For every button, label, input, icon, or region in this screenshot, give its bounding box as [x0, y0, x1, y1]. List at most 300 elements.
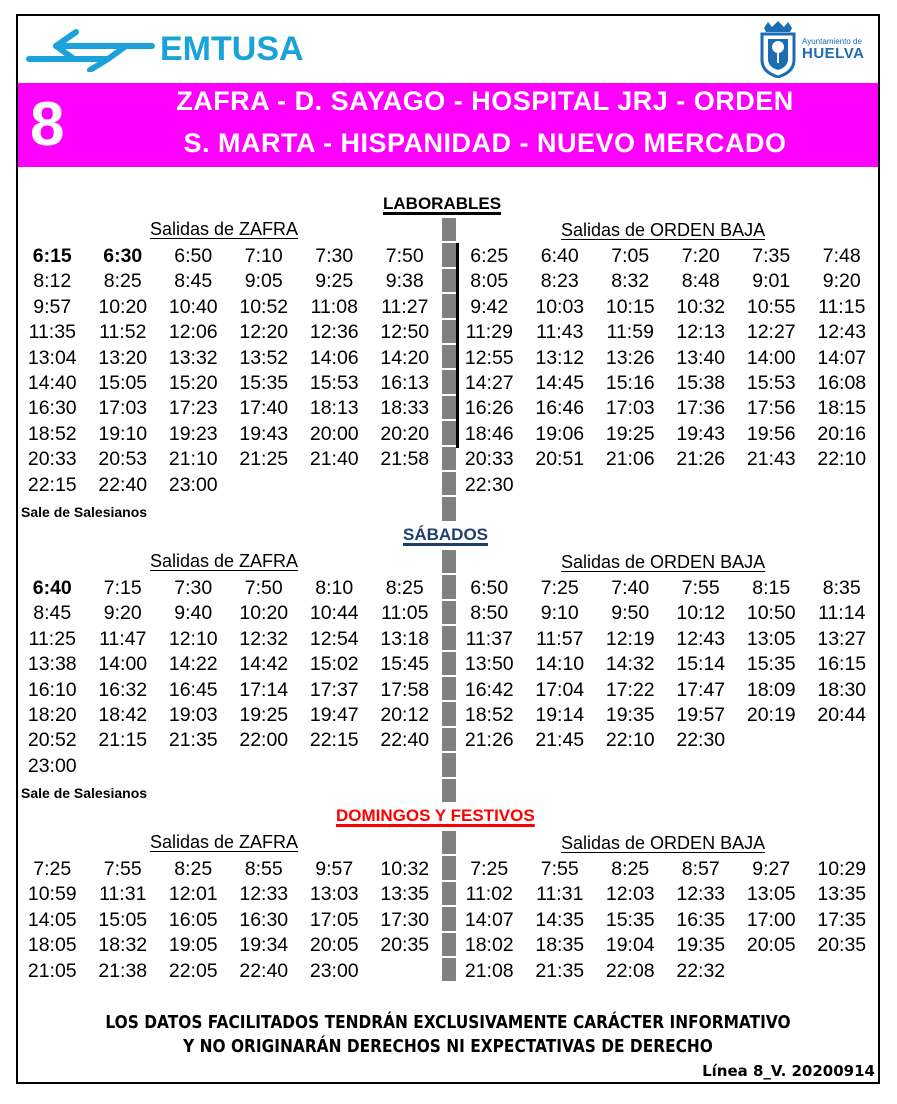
departure-time: 6:40 — [540, 245, 579, 267]
section-title-sabados: SÁBADOS — [403, 525, 489, 544]
departure-time: 18:32 — [98, 934, 148, 957]
departure-time: 16:30 — [27, 397, 77, 420]
divider-block — [442, 856, 456, 879]
departure-time: 22:10 — [605, 729, 655, 752]
divider-block — [442, 472, 456, 495]
emtusa-arrows-icon — [26, 26, 156, 72]
departure-time: 10:15 — [605, 295, 655, 318]
departure-time: 15:20 — [168, 371, 218, 394]
departure-time: 18:46 — [464, 422, 514, 445]
divider-block — [442, 753, 456, 776]
departure-time: 17:05 — [309, 908, 359, 931]
departure-time: 15:14 — [676, 653, 726, 676]
departure-time: 16:45 — [168, 678, 218, 701]
departure-time: 17:23 — [168, 397, 218, 420]
departure-time: 18:02 — [464, 934, 514, 957]
departure-time: 19:10 — [98, 422, 148, 445]
departure-time: 9:57 — [315, 858, 354, 880]
departure-time: 8:25 — [103, 270, 142, 293]
departure-time: 7:55 — [103, 858, 142, 880]
departure-time: 17:37 — [309, 678, 359, 701]
departure-time: 11:59 — [606, 321, 654, 344]
departure-time: 16:10 — [27, 678, 77, 701]
divider-block — [442, 728, 456, 751]
departure-time: 17:30 — [380, 908, 430, 931]
departure-time: 17:56 — [746, 397, 796, 420]
timetable-laborables-zafra — [17, 244, 440, 498]
departure-time: 12:33 — [676, 883, 726, 906]
departure-time: 13:52 — [239, 346, 289, 369]
departure-time: 20:53 — [98, 448, 148, 471]
departure-time: 8:57 — [681, 858, 720, 880]
divider-block — [442, 626, 456, 649]
departure-time: 18:09 — [746, 678, 796, 701]
departure-time: 13:32 — [168, 346, 218, 369]
departure-time: 13:50 — [464, 653, 514, 676]
departure-time: 20:51 — [535, 448, 585, 471]
city-caption: Ayuntamiento de — [802, 36, 862, 46]
departure-time: 14:00 — [98, 653, 148, 676]
disclaimer-line2: Y NO ORIGINARÁN DERECHOS NI EXPECTATIVAS DE DERECHO — [183, 1037, 713, 1057]
departure-time: 10:20 — [239, 602, 289, 625]
divider-block — [442, 779, 456, 802]
departure-time: 7:40 — [611, 577, 650, 599]
emtusa-logo — [26, 26, 304, 72]
departure-time: 8:55 — [244, 858, 283, 880]
departure-time: 13:38 — [27, 653, 77, 676]
departure-time: 18:20 — [27, 703, 77, 726]
departure-time: 17:14 — [239, 678, 289, 701]
departure-time: 19:06 — [535, 422, 585, 445]
timetable-domingos-orden-baja — [454, 857, 877, 984]
departure-time: 14:00 — [746, 346, 796, 369]
departure-time: 11:05 — [381, 602, 429, 625]
label-salidas-zafra: Salidas de ZAFRA — [150, 219, 299, 239]
timetable-sabados-zafra — [17, 576, 440, 779]
departure-time: 7:25 — [33, 858, 72, 880]
divider-block — [442, 677, 456, 700]
departure-time: 12:55 — [464, 346, 514, 369]
departure-time: 12:06 — [168, 321, 218, 344]
departure-time: 22:40 — [98, 473, 148, 496]
departure-time: 15:05 — [98, 908, 148, 931]
divider-block — [442, 269, 456, 292]
departure-time: 19:35 — [605, 703, 655, 726]
departure-time: 14:07 — [464, 908, 514, 931]
divider-block — [442, 421, 456, 444]
departure-time: 9:20 — [822, 270, 861, 293]
departure-time: 14:10 — [535, 653, 585, 676]
departure-time: 16:05 — [168, 908, 218, 931]
departure-time: 22:15 — [309, 729, 359, 752]
departure-time: 7:35 — [752, 245, 791, 267]
divider-block — [442, 294, 456, 317]
departure-time: 16:42 — [464, 678, 514, 701]
departure-time: 19:43 — [676, 422, 726, 445]
departure-time: 15:45 — [380, 653, 430, 676]
departure-time: 12:01 — [168, 883, 218, 906]
departure-time: 10:03 — [535, 295, 585, 318]
departure-time: 9:20 — [103, 602, 142, 625]
departure-time: 22:32 — [676, 959, 726, 982]
divider-block — [442, 882, 456, 905]
departure-time: 19:03 — [168, 703, 218, 726]
departure-time: 21:40 — [309, 448, 359, 471]
departure-time: 11:15 — [818, 295, 866, 318]
departure-time: 19:47 — [309, 703, 359, 726]
departure-time: 12:32 — [239, 627, 289, 650]
departure-time: 8:45 — [174, 270, 213, 293]
departure-time: 10:59 — [27, 883, 77, 906]
departure-time: 8:50 — [470, 602, 509, 625]
departure-time: 15:02 — [309, 653, 359, 676]
departure-time: 19:35 — [676, 934, 726, 957]
departure-time: 18:42 — [98, 703, 148, 726]
departure-time: 7:50 — [385, 245, 424, 267]
departure-time: 11:08 — [310, 295, 358, 318]
departure-time: 8:25 — [385, 577, 424, 599]
departure-time: 8:05 — [470, 270, 509, 293]
departure-time: 7:55 — [681, 577, 720, 599]
version-label: Línea 8_V. 20200914 — [702, 1062, 875, 1080]
departure-time: 15:35 — [239, 371, 289, 394]
departure-time: 19:25 — [239, 703, 289, 726]
departure-time: 14:32 — [605, 653, 655, 676]
departure-time: 8:23 — [540, 270, 579, 293]
column-divider — [442, 218, 456, 523]
departure-time: 13:18 — [380, 627, 430, 650]
departure-time: 6:50 — [174, 245, 213, 267]
departure-time: 9:40 — [174, 602, 213, 625]
divider-line — [456, 243, 459, 448]
label-salidas-orden-baja: Salidas de ORDEN BAJA — [561, 552, 766, 572]
departure-time: 23:00 — [309, 959, 359, 982]
departure-time: 19:34 — [239, 934, 289, 957]
label-salidas-zafra: Salidas de ZAFRA — [150, 551, 299, 571]
departure-time: 15:35 — [746, 653, 796, 676]
departure-time: 18:33 — [380, 397, 430, 420]
departure-time: 20:33 — [27, 448, 77, 471]
departure-time: 18:52 — [27, 422, 77, 445]
departure-time: 20:16 — [817, 422, 867, 445]
departure-time: 13:05 — [746, 627, 796, 650]
departure-time: 6:40 — [32, 577, 72, 599]
departure-time: 12:43 — [817, 321, 867, 344]
departure-time: 9:50 — [611, 602, 650, 625]
departure-time: 17:40 — [239, 397, 289, 420]
departure-time: 20:19 — [746, 703, 796, 726]
divider-block — [442, 958, 456, 981]
departure-time: 7:30 — [315, 245, 354, 267]
departure-time: 14:06 — [309, 346, 359, 369]
departure-time: 15:16 — [605, 371, 655, 394]
departure-time: 8:12 — [33, 270, 72, 293]
departure-time: 13:04 — [27, 346, 77, 369]
departure-time: 11:43 — [536, 321, 584, 344]
departure-time: 19:43 — [239, 422, 289, 445]
departure-time: 11:52 — [99, 321, 147, 344]
divider-block — [442, 370, 456, 393]
departure-time: 16:46 — [535, 397, 585, 420]
departure-time: 22:10 — [817, 448, 867, 471]
departure-time: 6:25 — [470, 245, 509, 267]
route-stops-line1: ZAFRA - D. SAYAGO - HOSPITAL JRJ - ORDEN — [176, 86, 794, 116]
departure-time: 10:40 — [168, 295, 218, 318]
departure-time: 10:50 — [746, 602, 796, 625]
departure-time: 7:25 — [540, 577, 579, 599]
departure-time: 12:27 — [746, 321, 796, 344]
departure-time: 22:40 — [380, 729, 430, 752]
departure-time: 18:35 — [535, 934, 585, 957]
departure-time: 9:57 — [33, 295, 72, 318]
departure-time: 19:14 — [535, 703, 585, 726]
departure-time: 21:35 — [168, 729, 218, 752]
departure-time: 19:04 — [605, 934, 655, 957]
departure-time: 16:35 — [676, 908, 726, 931]
departure-time: 22:08 — [605, 959, 655, 982]
departure-time: 21:43 — [746, 448, 796, 471]
departure-time: 20:20 — [380, 422, 430, 445]
departure-time: 20:05 — [746, 934, 796, 957]
divider-block — [442, 497, 456, 520]
departure-time: 14:40 — [27, 371, 77, 394]
note-salesianos: Sale de Salesianos — [21, 785, 148, 801]
departure-time: 8:15 — [752, 577, 791, 599]
departure-time: 12:54 — [309, 627, 359, 650]
departure-time: 9:05 — [244, 270, 283, 293]
departure-time: 22:15 — [27, 473, 77, 496]
departure-time: 18:52 — [464, 703, 514, 726]
departure-time: 10:29 — [817, 858, 867, 880]
departure-time: 12:13 — [676, 321, 726, 344]
departure-time: 15:05 — [98, 371, 148, 394]
label-salidas-orden-baja: Salidas de ORDEN BAJA — [561, 833, 766, 853]
departure-time: 15:35 — [605, 908, 655, 931]
departure-time: 10:52 — [239, 295, 289, 318]
departure-time: 22:30 — [464, 473, 514, 496]
departure-time: 18:30 — [817, 678, 867, 701]
departure-time: 12:20 — [239, 321, 289, 344]
departure-time: 11:25 — [28, 627, 76, 650]
departure-time: 17:36 — [676, 397, 726, 420]
departure-time: 21:10 — [168, 448, 218, 471]
departure-time: 13:27 — [817, 627, 867, 650]
divider-block — [442, 652, 456, 675]
departure-time: 14:27 — [464, 371, 514, 394]
section-title-laborables: LABORABLES — [383, 194, 502, 213]
departure-time: 20:00 — [309, 422, 359, 445]
departure-time: 15:38 — [676, 371, 726, 394]
departure-time: 12:33 — [239, 883, 289, 906]
departure-time: 9:10 — [540, 602, 579, 625]
departure-time: 10:32 — [380, 858, 430, 880]
departure-time: 11:31 — [99, 883, 147, 906]
departure-time: 19:05 — [168, 934, 218, 957]
departure-time: 6:30 — [103, 245, 143, 267]
departure-time: 13:20 — [98, 346, 148, 369]
departure-time: 10:32 — [676, 295, 726, 318]
departure-time: 8:45 — [33, 602, 72, 625]
departure-time: 6:15 — [32, 245, 72, 267]
departure-time: 10:55 — [746, 295, 796, 318]
departure-time: 12:10 — [168, 627, 218, 650]
departure-time: 6:50 — [470, 577, 509, 599]
departure-time: 7:20 — [681, 245, 720, 267]
departure-time: 22:05 — [168, 959, 218, 982]
departure-time: 11:02 — [465, 883, 513, 906]
departure-time: 18:05 — [27, 934, 77, 957]
city-name: HUELVA — [802, 44, 865, 62]
departure-time: 21:38 — [98, 959, 148, 982]
departure-time: 14:45 — [535, 371, 585, 394]
departure-time: 11:47 — [99, 627, 147, 650]
timetable-sabados-orden-baja — [454, 576, 877, 754]
departure-time: 8:10 — [315, 577, 354, 599]
divider-block — [442, 320, 456, 343]
departure-time: 10:12 — [676, 602, 726, 625]
departure-time: 12:36 — [309, 321, 359, 344]
departure-time: 14:35 — [535, 908, 585, 931]
departure-time: 8:25 — [611, 858, 650, 880]
departure-time: 8:48 — [681, 270, 720, 293]
departure-time: 13:35 — [817, 883, 867, 906]
departure-time: 9:27 — [752, 858, 791, 880]
huelva-shield-icon — [758, 20, 798, 78]
departure-time: 10:20 — [98, 295, 148, 318]
departure-time: 21:26 — [676, 448, 726, 471]
departure-time: 8:35 — [822, 577, 861, 599]
departure-time: 20:44 — [817, 703, 867, 726]
departure-time: 19:25 — [605, 422, 655, 445]
departure-time: 13:40 — [676, 346, 726, 369]
departure-time: 17:03 — [605, 397, 655, 420]
departure-time: 22:40 — [239, 959, 289, 982]
departure-time: 17:58 — [380, 678, 430, 701]
departure-time: 17:22 — [605, 678, 655, 701]
departure-time: 11:35 — [28, 321, 76, 344]
departure-time: 20:33 — [464, 448, 514, 471]
departure-time: 21:58 — [380, 448, 430, 471]
note-salesianos: Sale de Salesianos — [21, 504, 148, 520]
departure-time: 19:56 — [746, 422, 796, 445]
departure-time: 21:08 — [464, 959, 514, 982]
timetable-laborables-orden-baja — [454, 244, 877, 498]
departure-time: 18:13 — [309, 397, 359, 420]
departure-time: 7:25 — [470, 858, 509, 880]
departure-time: 14:20 — [380, 346, 430, 369]
departure-time: 7:50 — [244, 577, 283, 599]
departure-time: 16:30 — [239, 908, 289, 931]
departure-time: 11:57 — [536, 627, 584, 650]
departure-time: 14:05 — [27, 908, 77, 931]
departure-time: 17:04 — [535, 678, 585, 701]
departure-time: 7:55 — [540, 858, 579, 880]
departure-time: 11:27 — [381, 295, 429, 318]
section-title-domingos-festivos: DOMINGOS Y FESTIVOS — [336, 806, 535, 825]
departure-time: 9:25 — [315, 270, 354, 293]
departure-time: 17:47 — [676, 678, 726, 701]
departure-time: 19:23 — [168, 422, 218, 445]
divider-block — [442, 601, 456, 624]
divider-block — [442, 550, 456, 573]
divider-block — [442, 447, 456, 470]
departure-time: 16:26 — [464, 397, 514, 420]
departure-time: 8:32 — [611, 270, 650, 293]
departure-time: 11:37 — [465, 627, 513, 650]
divider-block — [442, 218, 456, 241]
divider-block — [442, 345, 456, 368]
departure-time: 21:15 — [98, 729, 148, 752]
departure-time: 9:42 — [470, 295, 509, 318]
disclaimer-line1: LOS DATOS FACILITADOS TENDRÁN EXCLUSIVAMENTE CARÁCTER INFORMATIVO — [105, 1013, 791, 1033]
departure-time: 11:29 — [465, 321, 513, 344]
departure-time: 11:31 — [536, 883, 584, 906]
departure-time: 10:44 — [309, 602, 359, 625]
departure-time: 23:00 — [27, 754, 77, 777]
divider-block — [442, 933, 456, 956]
departure-time: 21:26 — [464, 729, 514, 752]
departure-time: 18:15 — [817, 397, 867, 420]
departure-time: 7:30 — [174, 577, 213, 599]
departure-time: 7:05 — [611, 245, 650, 267]
departure-time: 21:06 — [605, 448, 655, 471]
departure-time: 8:25 — [174, 858, 213, 880]
departure-time: 14:42 — [239, 653, 289, 676]
departure-time: 21:35 — [535, 959, 585, 982]
departure-time: 13:26 — [605, 346, 655, 369]
label-salidas-zafra: Salidas de ZAFRA — [150, 832, 299, 852]
departure-time: 20:05 — [309, 934, 359, 957]
disclaimer — [70, 1011, 827, 1059]
departure-time: 16:13 — [380, 371, 430, 394]
divider-block — [442, 907, 456, 930]
ayuntamiento-logo — [758, 20, 876, 78]
departure-time: 15:53 — [309, 371, 359, 394]
brand-name: EMTUSA — [160, 29, 304, 68]
column-divider — [442, 831, 456, 983]
departure-time: 16:15 — [817, 653, 867, 676]
departure-time: 9:01 — [752, 270, 791, 293]
departure-time: 13:12 — [535, 346, 585, 369]
departure-time: 20:52 — [27, 729, 77, 752]
departure-time: 21:05 — [27, 959, 77, 982]
departure-time: 17:35 — [817, 908, 867, 931]
divider-block — [442, 575, 456, 598]
departure-time: 23:00 — [168, 473, 218, 496]
divider-block — [442, 243, 456, 266]
timetable-domingos-zafra — [17, 857, 440, 984]
departure-time: 7:10 — [244, 245, 283, 267]
departure-time: 13:03 — [309, 883, 359, 906]
departure-time: 16:32 — [98, 678, 148, 701]
divider-block — [442, 396, 456, 419]
departure-time: 13:35 — [380, 883, 430, 906]
departure-time: 17:03 — [98, 397, 148, 420]
departure-time: 9:38 — [385, 270, 424, 293]
departure-time: 12:43 — [676, 627, 726, 650]
departure-time: 15:53 — [746, 371, 796, 394]
departure-time: 12:03 — [605, 883, 655, 906]
departure-time: 20:35 — [380, 934, 430, 957]
departure-time: 20:35 — [817, 934, 867, 957]
departure-time: 16:08 — [817, 371, 867, 394]
departure-time: 14:07 — [817, 346, 867, 369]
departure-time: 13:05 — [746, 883, 796, 906]
departure-time: 19:57 — [676, 703, 726, 726]
departure-time: 11:14 — [818, 602, 866, 625]
column-divider — [442, 550, 456, 804]
departure-time: 22:00 — [239, 729, 289, 752]
